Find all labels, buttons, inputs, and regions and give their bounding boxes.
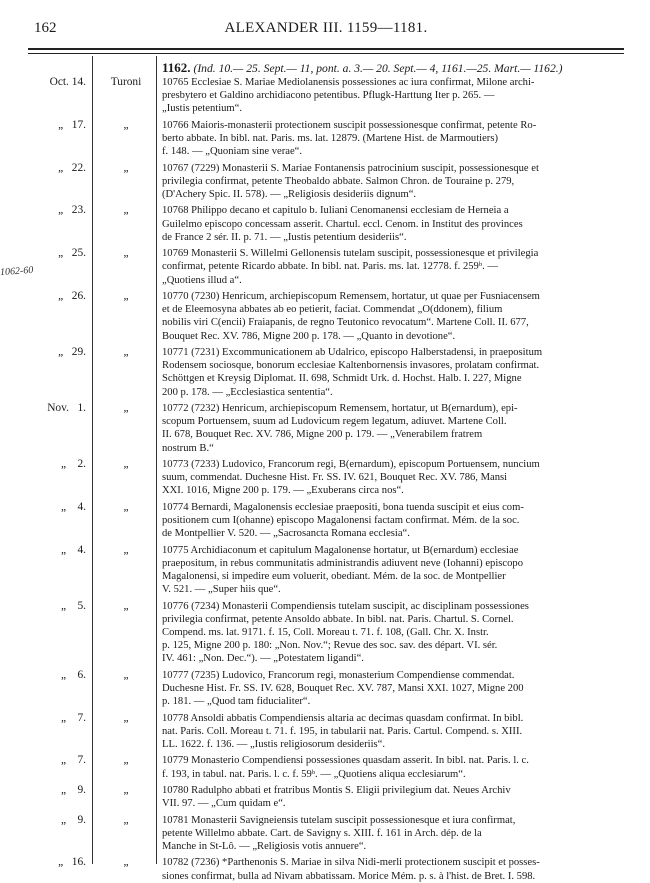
column-divider-date [92, 56, 93, 864]
entry-text [162, 162, 624, 202]
entry-place: „ [123, 668, 129, 681]
entry-text-line: siones confirmat, bulla ad Nivam abbatissam. Morice Mém. p. s. à l'hist. de Bret. I. 598. [162, 870, 536, 882]
entry-text-line: nostrum B.“ [162, 442, 214, 454]
entry-place: „ [123, 402, 129, 414]
entry-text-line: 10769 Monasterii S. Willelmi Gellonensis tutelam suscipit, possessionesque et privilegia [162, 248, 539, 260]
entry-text-line: confirmat, petente Ricardo abbate. In bibl. nat. Paris. ms. lat. 12778. f. 259ᵇ. — [162, 261, 499, 273]
entry-text-line: 10776 (7234) Monasterii Compendiensis tutelam suscipit, ac disciplinam possessiones [162, 600, 529, 612]
entry-text-line: VII. 97. — „Cum quidam e“. [162, 798, 286, 810]
entry-text [162, 247, 624, 287]
entry-text-line: f. 148. — „Quoniam sine verae“. [162, 146, 303, 158]
entry-place: „ [123, 118, 129, 131]
entry-date: „ 6. [61, 668, 86, 681]
entry-text-line: 10771 (7231) Excommunicationem ab Udalrico, episcopo Halberstadensi, in praepositum [162, 347, 543, 358]
entry-date: „ 9. [61, 813, 86, 826]
entry-text-line: „Quotiens illud a“. [162, 274, 242, 286]
entry-text-line: XXI. 1016, Migne 200 p. 179. — „Exuberans circa nos“. [162, 485, 404, 497]
entry-text-line: f. 193, in tabul. nat. Paris. l. c. f. 59ᵇ. — „Quotiens aliqua ecclesiarum“. [162, 768, 466, 780]
entry-date: Nov. 1. [47, 402, 86, 414]
entry-text [162, 856, 624, 882]
entry-text-line: 10770 (7230) Henricum, archiepiscopum Remensem, hortatur, ut quae per Fusniacensem [162, 291, 540, 302]
entry-date: „ 16. [58, 856, 86, 869]
entry-text [162, 458, 624, 498]
entry-date: „ 7. [61, 711, 86, 724]
entry-text [162, 712, 624, 752]
entry-date: „ 9. [61, 784, 86, 796]
entry-text-line: 10775 Archidiaconum et capitulum Magalonense hortatur, ut B(ernardum) ecclesiae [162, 544, 519, 556]
entry-text-line: 200 p. 178. — „Ecclesiastica sententia“. [162, 386, 333, 398]
entry-date: „ 17. [58, 118, 86, 131]
entry-date: „ 22. [58, 161, 86, 174]
entry-text-line: presbytero et Galdino archidiacono petentibus. Pflugk-Harttung Iter p. 265. — [162, 90, 495, 102]
entry-text-line: „Iustis petentium“. [162, 103, 243, 115]
entry-text-line: 10765 Ecclesiae S. Mariae Mediolanensis possessiones ac iura confirmat, Milone archi- [162, 77, 535, 88]
entry-place: „ [123, 290, 129, 302]
entry-text-line: II. 678, Bouquet Rec. XV. 786, Migne 200 p. 179. — „Venerabilem fratrem [162, 429, 483, 441]
entry-text-line: 10767 (7229) Monasterii S. Mariae Fontanensis patrocinium suscipit, possessionesque et [162, 162, 539, 174]
entry-date: „ 25. [58, 247, 86, 260]
entry-text [162, 402, 624, 455]
entry-text-line: 10772 (7232) Henricum, archiepiscopum Remensem, hortatur, ut B(ernardum), epi- [162, 403, 518, 414]
entry-place: „ [123, 856, 129, 869]
entry-place: „ [123, 346, 129, 358]
entry-text-line: LL. 1622. f. 136. — „Iustis religiosorum desideriis“. [162, 739, 386, 750]
entry-text-line: 10778 Ansoldi abbatis Compendiensis altaria ac decimas quasdam confirmat. In bibl. [162, 712, 524, 724]
entry-text-line: de Montpellier V. 520. — „Sacrosancta Romana ecclesia“. [162, 528, 410, 540]
entry-place: „ [123, 599, 129, 612]
year-indiction-info: (Ind. 10.— 25. Sept.— 11, pont. a. 3.— 20. Sept.— 4, 1161.—25. Mart.— 1162.) [193, 62, 563, 75]
entry-text-line: 10768 Philippo decano et capitulo b. Iuliani Cenomanensi ecclesiam de Herneia a [162, 205, 509, 217]
entry-date: „ 4. [61, 500, 86, 513]
entry-text-line: p. 125, Migne 200 p. 180: „Non. Nov.“; Revue des soc. sav. des départ. VI. sér. [162, 640, 498, 652]
entry-text-line: 10774 Bernardi, Magalonensis ecclesiae praepositi, bona tuenda suscipit et eius com- [162, 501, 524, 513]
entry-text-line: 10779 Monasterio Compendiensi possessiones quasdam asserit. In bibl. nat. Paris. l. c. [162, 755, 529, 767]
entry-date: „ 26. [58, 290, 86, 302]
entry-text [162, 501, 624, 541]
entry-text-line: Schöttgen et Kreysig Diplomat. II. 698, Schmidt Urk. d. Hochst. Halb. I. 227, Migne [162, 373, 522, 385]
entry-text [162, 784, 624, 810]
entry-place: „ [123, 458, 129, 470]
entry-text [162, 346, 624, 399]
entry-text-line: IV. 461: „Non. Dec.“). — „Potestatem ligandi“. [162, 653, 364, 665]
entry-text [162, 669, 624, 709]
entry-text-line: scopum Portuensem, suum ad Ludovicum regem legatum, adiuvet. Martene Coll. [162, 416, 507, 428]
entry-text-line: Duchesne Hist. Fr. SS. IV. 628, Bouquet Rec. XV. 787, Mansi XXI. 1027, Migne 200 [162, 683, 524, 694]
entry-text-line: privilegia confirmat, petente Theobaldo abbate. Salmon Chron. de Touraine p. 279, [162, 175, 515, 187]
header-rule-thin [28, 53, 624, 54]
entry-text-line: berto abbate. In bibl. nat. Paris. ms. lat. 12879. (Martene Hist. de Marmoutiers) [162, 133, 498, 144]
entry-date: „ 29. [58, 346, 86, 358]
entry-place: „ [123, 813, 129, 826]
entry-text [162, 600, 624, 666]
entry-date: „ 23. [58, 204, 86, 217]
entry-place: „ [123, 161, 129, 174]
entry-place: „ [123, 543, 129, 556]
entry-text-line: positionem cum I(ohanne) episcopo Magalonensi factam confirmat. Mém. de la soc. [162, 515, 520, 526]
entry-text-line: Manche in St-Lô. — „Religiosis votis annuere“. [162, 841, 367, 852]
entry-text-line: p. 181. — „Quod tam fiducialiter“. [162, 696, 311, 708]
entry-text-line: de France 2 sér. II. p. 71. — „Iustis petentium desideriis“. [162, 231, 407, 243]
entry-text-line: nat. Paris. Coll. Moreau t. 71. f. 195, in tabularii nat. Paris. Cartul. Compend. s. XIII. [162, 725, 523, 737]
entry-text-line: 10773 (7233) Ludovico, Francorum regi, B(ernardum), episcopum Portuensem, nuncium [162, 459, 540, 470]
entry-text-line: privilegia confirmat, petente Ansoldo abbate. In bibl. nat. Paris. Chartul. S. Cornel. [162, 613, 514, 625]
entry-date: Oct. 14. [49, 76, 86, 88]
entry-text-line: 10777 (7235) Ludovico, Francorum regi, monasterium Compendiense commendat. [162, 669, 515, 681]
entry-text-line: Magalonensi, si impedire eum voluerit, obediant. Mém. de la soc. de Montpellier [162, 571, 506, 582]
entry-text [162, 544, 624, 597]
regesta-table [28, 56, 624, 882]
entry-date: „ 4. [61, 543, 86, 556]
page-header [28, 20, 624, 42]
entry-date: „ 5. [61, 599, 86, 612]
entry-place: „ [123, 204, 129, 217]
entry-text-line: 10781 Monasterii Savigneiensis tutelam suscipit possessionesque et iura confirmat, [162, 814, 516, 826]
header-rule-thick [28, 48, 624, 50]
column-divider-place [156, 56, 157, 864]
entry-date: „ 7. [61, 754, 86, 767]
entry-place: „ [123, 754, 129, 767]
entry-text-line: V. 521. — „Super hiis que“. [162, 584, 281, 596]
entry-text [162, 290, 624, 343]
entry-text-line: 10780 Radulpho abbati et fratribus Montis S. Eligii privilegium dat. Neues Archiv [162, 785, 511, 796]
year-number: 1162. [162, 60, 191, 75]
entry-text [162, 204, 624, 244]
entry-text [162, 814, 624, 854]
entry-text-line: Bouquet Rec. XV. 786, Migne 200 p. 178. — „Quanto in devotione“. [162, 330, 456, 342]
entry-text-line: praepositum, in rebus communitatis administrandis adiuvent neve (Iohanni) episcopo [162, 557, 523, 569]
entry-text-line: Compend. ms. lat. 9171. f. 15, Coll. Moreau t. 71. f. 108, (Gall. Chr. X. Instr. [162, 627, 489, 638]
entry-text-line: Guilelmo episcopo concessam asserit. Chartul. eccl. Cenom. in Institut des provinces [162, 218, 523, 230]
entry-text [162, 119, 624, 159]
entry-place: „ [123, 500, 129, 513]
running-title: ALEXANDER III. 1159—1181. [224, 20, 428, 36]
entry-text-line: Rodensem sociosque, bonorum ecclesiae Kaltenbornensis invasores, prolatam confirmat. [162, 360, 540, 372]
year-heading [162, 60, 563, 76]
entry-text-line: petente Willelmo abbate. Cart. de Savigny s. XIII. f. 161 in Arch. dép. de la [162, 827, 482, 839]
entry-place: „ [123, 247, 129, 260]
entry-text-line: nobilis viri C(encii) Fraiapanis, de regno Teutonico revocatum“. Martene Coll. II. 677, [162, 317, 529, 329]
entry-place: „ [123, 711, 129, 724]
entry-text [162, 76, 624, 116]
entry-text-line: suum, commendat. Duchesne Hist. Fr. SS. IV. 621, Bouquet Rec. XV. 786, Mansi [162, 472, 508, 484]
entry-text-line: (D'Achery Spic. II. 578). — „Religiosis desideriis dignum“. [162, 189, 417, 200]
entry-text-line: et de Eleemosyna abbates ab eo petierit, faciat. Commendat „O(ddonem), filium [162, 304, 503, 316]
entry-text-line: 10766 Maioris-monasterii protectionem suscipit possessionesque confirmat, petente Ro- [162, 119, 537, 131]
entry-text [162, 754, 624, 780]
entry-date: „ 2. [61, 458, 86, 470]
entry-place: Turoni [110, 76, 142, 88]
page-number: 162 [34, 20, 57, 36]
entry-place: „ [123, 784, 129, 796]
handwritten-margin-note: 1062-60 [0, 264, 34, 279]
entry-text-line: 10782 (7236) *Parthenonis S. Mariae in silva Nidi-merli protectionem suscipit et posses- [162, 857, 540, 869]
